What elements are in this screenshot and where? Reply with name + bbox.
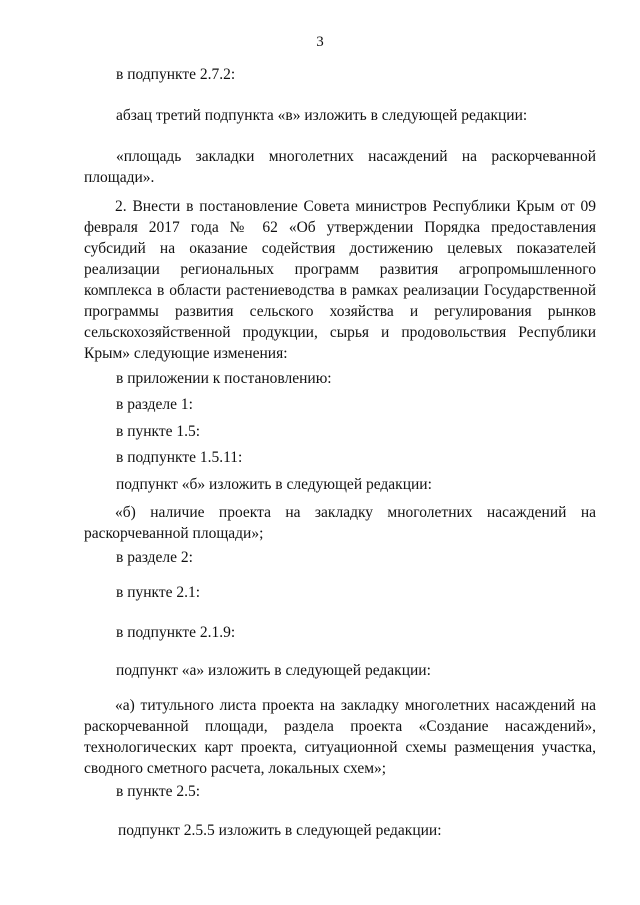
paragraph-item-2-amendment: 2. Внести в постановление Совета министров Республики Крым от 09 февраля 2017 года № 62 «Об утверждении Порядка предоставления субсидий на оказание содействия достижению целевых показателей реализации региональных программ развития агропромышленного комплекса в области растениеводства в рамках реализации Государственной программы развития сельского хозяйства и регулирования рынков сельскохозяйственной продукции, сырья и продовольствия Республики Крым» следующие изменения:	[84, 198, 596, 362]
page-number: 3	[316, 34, 324, 50]
paragraph-appendix: в приложении к постановлению:	[116, 370, 332, 387]
paragraph-subpoint-a-edit: подпункт «а» изложить в следующей редакции:	[116, 662, 431, 679]
paragraph-point-1-5: в пункте 1.5:	[116, 423, 201, 440]
paragraph-quote-area-line2: площади».	[84, 169, 155, 186]
paragraph-third-abzac: абзац третий подпункта «в» изложить в следующей редакции:	[116, 107, 528, 124]
paragraph-subpoint-1-5-11: в подпункте 1.5.11:	[116, 449, 243, 466]
paragraph-section-2: в разделе 2:	[116, 549, 193, 566]
paragraph-subpoint-2-5-5-edit: подпункт 2.5.5 изложить в следующей редакции:	[118, 822, 442, 839]
paragraph-point-2-1: в пункте 2.1:	[116, 584, 201, 601]
paragraph-point-2-5: в пункте 2.5:	[116, 783, 201, 800]
paragraph-subpoint-b-edit: подпункт «б» изложить в следующей редакции:	[116, 476, 432, 493]
paragraph-subsection-2-7-2: в подпункте 2.7.2:	[116, 66, 236, 83]
paragraph-quote-a: «а) титульного листа проекта на закладку многолетних насаждений на раскорчеванной площади, раздела проекта «Создание насаждений», технологических карт проекта, ситуационной схемы размещения участка, сводного сметного расчета, локальных схем»;	[84, 697, 596, 777]
paragraph-subpoint-2-1-9: в подпункте 2.1.9:	[116, 624, 236, 641]
paragraph-quote-area-line1: «площадь закладки многолетних насаждений на раскорчеванной	[116, 148, 596, 165]
paragraph-section-1: в разделе 1:	[116, 396, 193, 413]
paragraph-quote-b: «б) наличие проекта на закладку многолетних насаждений на раскорчеванной площади»;	[84, 504, 596, 542]
